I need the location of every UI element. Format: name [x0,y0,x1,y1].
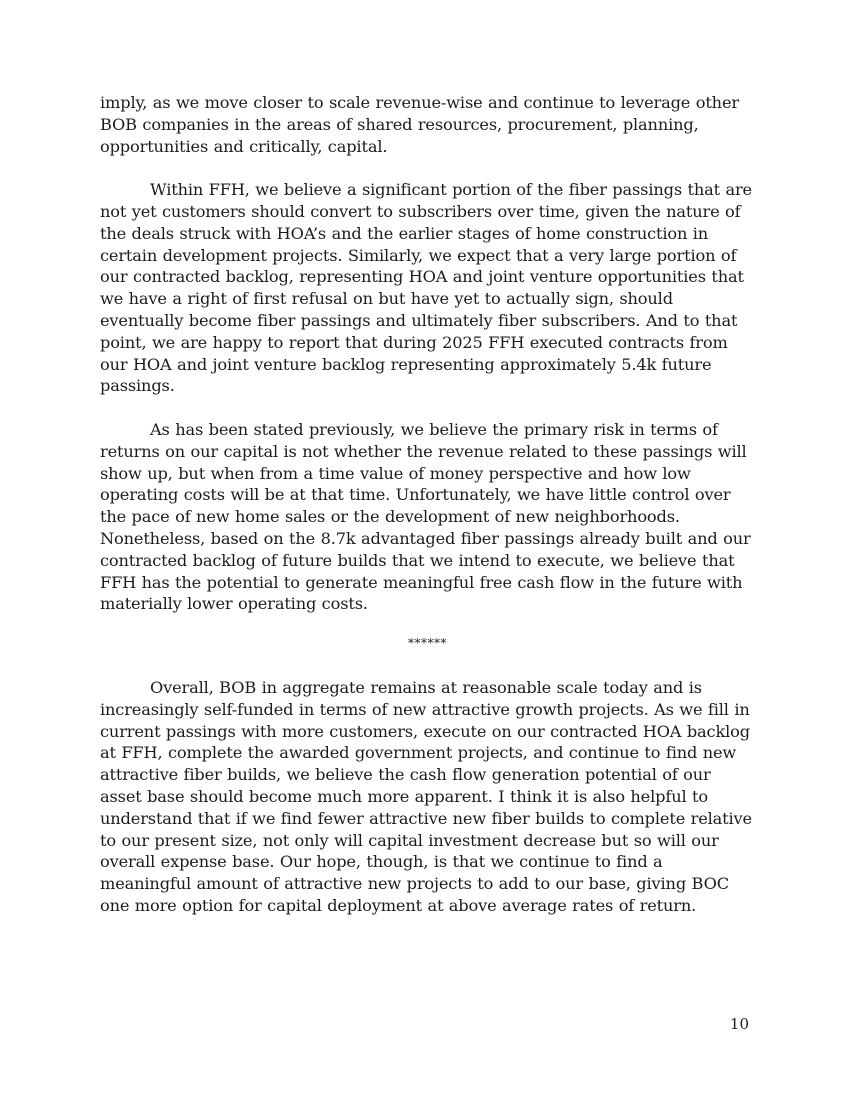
paragraph-ffh-passings: Within FFH, we believe a significant portion of the fiber passings that are not yet customers should convert to subscribers over time, given the nature of the deals struck with HOA’s and the earlier stages of home construction in certain development projects. Similarly, we expect that a very large portion of our contracted backlog, representing HOA and joint venture opportunities that we have a right of first refusal on but have yet to actually sign, should eventually become fiber passings and ultimately fiber subscribers. And to that point, we are happy to report that during 2025 FFH executed contracts from our HOA and joint venture backlog representing approximately 5.4k future passings. [100,180,752,396]
paragraph-gap [100,397,755,419]
body-text [100,92,755,917]
paragraph-gap [100,157,755,179]
paragraph-overall: Overall, BOB in aggregate remains at reasonable scale today and is increasingly self-funded in terms of new attractive growth projects. As we fill in current passings with more customers, execute on our contracted HOA backlog at FFH, complete the awarded government projects, and continue to find new attractive fiber builds, we believe the cash flow generation potential of our asset base should become much more apparent. I think it is also helpful to understand that if we find fewer attractive new fiber builds to complete relative to our present size, not only will capital investment decrease but so will our overall expense base. Our hope, though, is that we continue to find a meaningful amount of attractive new projects to add to our base, giving BOC one more option for capital deployment at above average rates of return. [100,677,752,915]
paragraph-continuation: imply, as we move closer to scale revenue-wise and continue to leverage other BOB companies in the areas of shared resources, procurement, planning, opportunities and critically, capital. [100,93,739,156]
page-number: 10 [729,1015,749,1033]
paragraph-risk: As has been stated previously, we believe the primary risk in terms of returns on our capital is not whether the revenue related to these passings will show up, but when from a time value of money perspective and how low operating costs will be at that time. Unfortunately, we have little control over the pace of new home sales or the development of new neighborhoods. Nonetheless, based on the 8.7k advantaged fiber passings already built and our contracted backlog of future builds that we intend to execute, we believe that FFH has the potential to generate meaningful free cash flow in the future with materially lower operating costs. [100,419,751,614]
section-divider: ****** [408,636,447,651]
